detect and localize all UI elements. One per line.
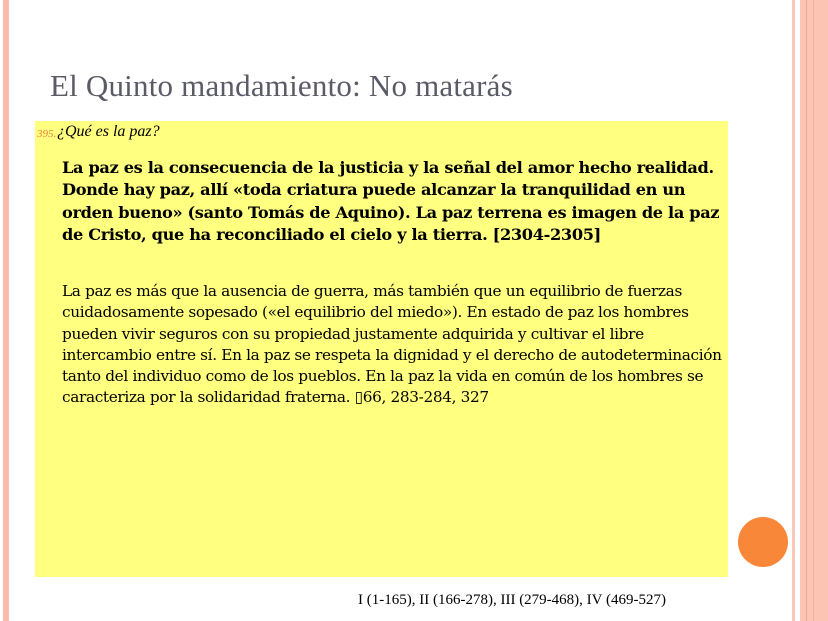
item-number: 395. <box>37 128 57 140</box>
section-ranges-footer: I (1-165), II (166-278), III (279-468), IV (469-527) <box>358 592 666 608</box>
answer-text: La paz es la consecuencia de la justicia y la señal del amor hecho realidad. Donde hay paz, allí «toda criatura puede alcanzar la tranquilidad en un orden bueno» (santo Tomás de Aquino). La paz terrena es imagen de la paz de Cristo, que ha reconciliado el cielo y la tierra. [2304-2305] <box>62 158 720 244</box>
commentary-text: La paz es más que la ausencia de guerra, más también que un equilibrio de fuerzas cuidadosamente sopesado («el equilibrio del miedo»). En estado de paz los hombres pueden vivir seguros con su propiedad justamente adquirida y cultivar el libre intercambio entre sí. En la paz se respeta la dignidad y el derecho de autodeterminación tanto del individuo como de los pueblos. En la paz la vida en común de los hombres se caracteriza por la solidaridad fraterna. ▯66, 283-284, 327 <box>62 282 722 407</box>
slide-title: El Quinto mandamiento: No matarás <box>50 68 513 103</box>
right-border-line-1 <box>806 0 807 621</box>
right-border-line-2 <box>813 0 814 621</box>
question-heading: ¿Qué es la paz? <box>57 123 160 140</box>
right-border-band <box>800 0 828 621</box>
right-border-thin-stripe <box>792 0 795 621</box>
decorative-circle <box>738 517 788 567</box>
left-border-stripe <box>3 0 9 621</box>
content-box <box>35 121 728 577</box>
